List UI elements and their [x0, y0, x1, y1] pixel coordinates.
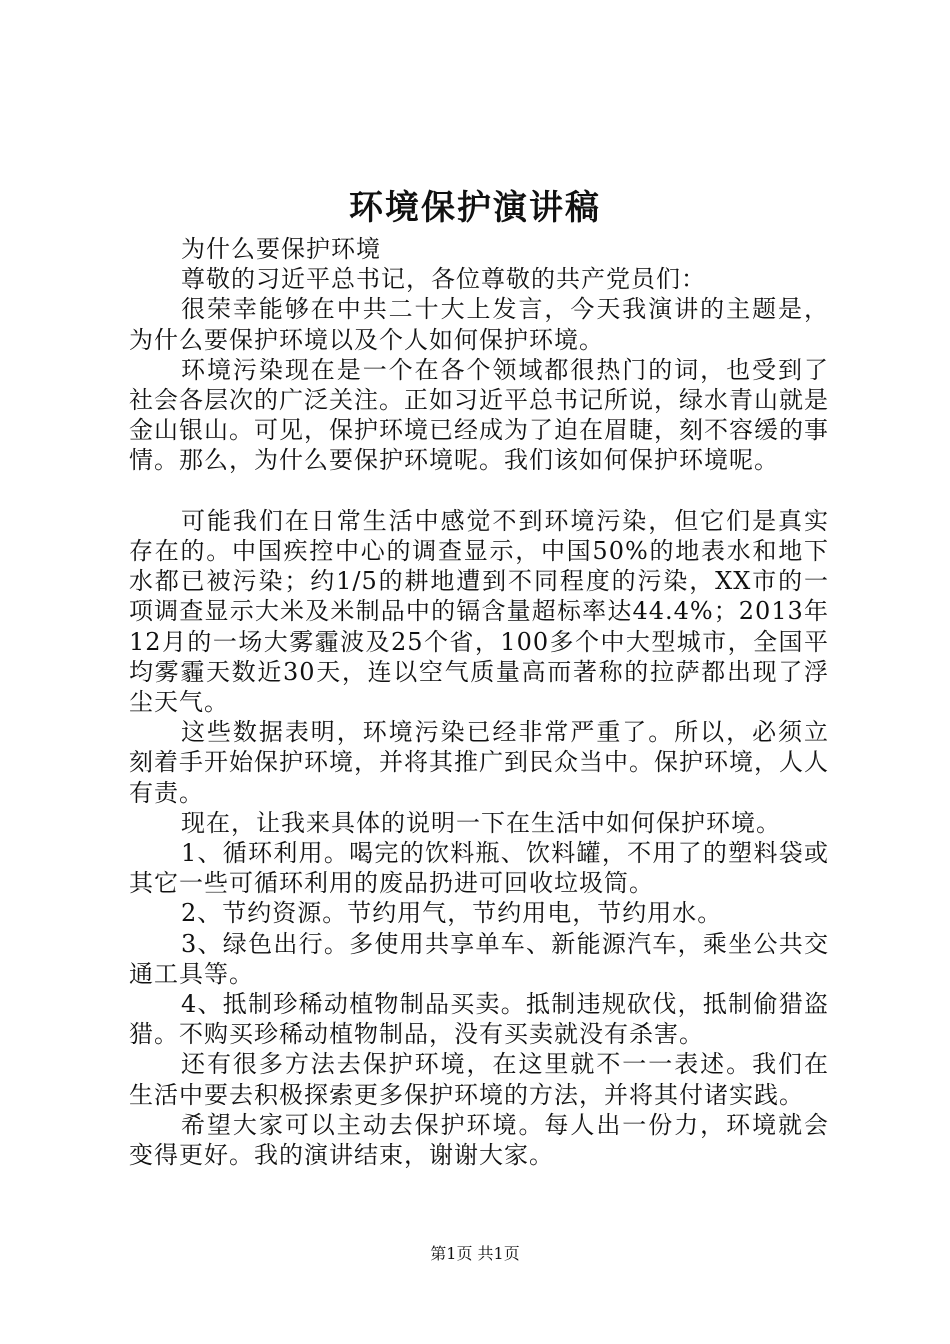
paragraph-salutation: 尊敬的习近平总书记，各位尊敬的共产党员们： [181, 265, 706, 294]
paragraph-how-to: 现在，让我来具体的说明一下在生活中如何保护环境。 [181, 808, 781, 837]
paragraph-more-methods: 还有很多方法去保护环境，在这里就不一一表述。我们在生活中要去积极探索更多保护环境的方法，并将其付诸实践。 [129, 1050, 829, 1109]
paragraph-statistics: 可能我们在日常生活中感觉不到环境污染，但它们是真实存在的。中国疾控中心的调查显示，中国50%的地表水和地下水都已被污染；约1/5的耕地遭到不同程度的污染，XX市的一项调查显示大米及米制品中的镉含量超标率达44.4%；2013年12月的一场大雾霾波及25个省，100多个中大型城市，全国平均雾霾天数近30天，连以空气质量高而著称的拉萨都出现了浮尘天气。 [129, 506, 829, 717]
page-footer: 第1页 共1页 [430, 1244, 520, 1263]
paragraph-spacer [129, 476, 829, 506]
paragraph-pollution-overview: 环境污染现在是一个在各个领域都很热门的词，也受到了社会各层次的广泛关注。正如习近平总书记所说，绿水青山就是金山银山。可见，保护环境已经成为了迫在眉睫，刻不容缓的事情。那么，为什么要保护环境呢。我们该如何保护环境呢。 [129, 355, 829, 475]
list-item-wildlife: 4、抵制珍稀动植物制品买卖。抵制违规砍伐，抵制偷猎盗猎。不购买珍稀动植物制品，没有买卖就没有杀害。 [129, 990, 829, 1049]
paragraph-subtitle: 为什么要保护环境 [181, 235, 381, 263]
paragraph-closing: 希望大家可以主动去保护环境。每人出一份力，环境就会变得更好。我的演讲结束，谢谢大家。 [129, 1110, 829, 1170]
list-item-green-travel: 3、绿色出行。多使用共享单车、新能源汽车，乘坐公共交通工具等。 [129, 929, 829, 988]
list-item-save-resources: 2、节约资源。节约用气，节约用电，节约用水。 [181, 899, 723, 928]
list-item-recycle: 1、循环利用。喝完的饮料瓶、饮料罐，不用了的塑料袋或其它一些可循环利用的废品扔进可回收垃圾筒。 [129, 839, 829, 898]
paragraph-conclusion-data: 这些数据表明，环境污染已经非常严重了。所以，必须立刻着手开始保护环境，并将其推广到民众当中。保护环境，人人有责。 [129, 718, 829, 807]
document-body [129, 234, 829, 1170]
paragraph-intro: 很荣幸能够在中共二十大上发言，今天我演讲的主题是，为什么要保护环境以及个人如何保护环境。 [129, 295, 829, 354]
document-title: 环境保护演讲稿 [349, 188, 601, 228]
